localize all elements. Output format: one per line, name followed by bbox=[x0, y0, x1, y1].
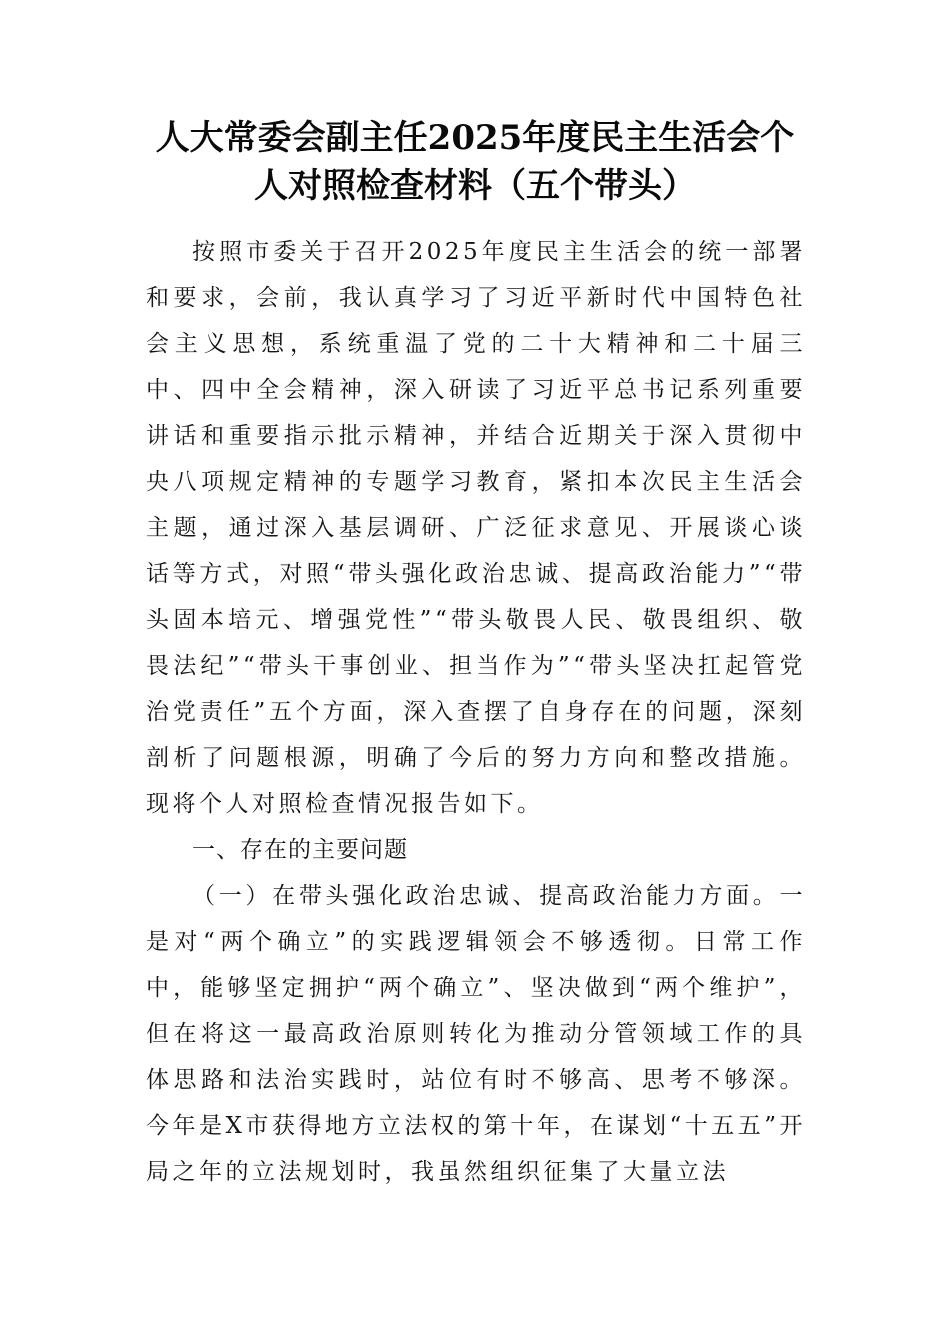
title-line-2: 人对照检查材料（五个带头） bbox=[254, 166, 696, 206]
section-heading-problems: 一、存在的主要问题 bbox=[192, 837, 408, 863]
document-body bbox=[146, 229, 806, 1195]
section1-paragraph: （一）在带头强化政治忠诚、提高政治能力方面。一是对“两个确立”的实践逻辑领会不够透彻。日常工作中，能够坚定拥护“两个确立”、坚决做到“两个维护”，但在将这一最高政治原则转化为推动分管领域工作的具体思路和法治实践时，站位有时不够高、思考不够深。今年是X市获得地方立法权的第十年，在谋划“十五五”开局之年的立法规划时，我虽然组织征集了大量立法 bbox=[146, 883, 806, 1185]
document-title bbox=[140, 114, 810, 210]
intro-paragraph: 按照市委关于召开2025年度民主生活会的统一部署和要求，会前，我认真学习了习近平新时代中国特色社会主义思想，系统重温了党的二十大精神和二十届三中、四中全会精神，深入研读了习近平总书记系列重要讲话和重要指示批示精神，并结合近期关于深入贯彻中央八项规定精神的专题学习教育，紧扣本次民主生活会主题，通过深入基层调研、广泛征求意见、开展谈心谈话等方式，对照“带头强化政治忠诚、提高政治能力”“带头固本培元、增强党性”“带头敬畏人民、敬畏组织、敬畏法纪”“带头干事创业、担当作为”“带头坚决扛起管党治党责任”五个方面，深入查摆了自身存在的问题，深刻剖析了问题根源，明确了今后的努力方向和整改措施。现将个人对照检查情况报告如下。 bbox=[146, 239, 806, 817]
title-line-1: 人大常委会副主任2025年度民主生活会个 bbox=[155, 118, 795, 158]
